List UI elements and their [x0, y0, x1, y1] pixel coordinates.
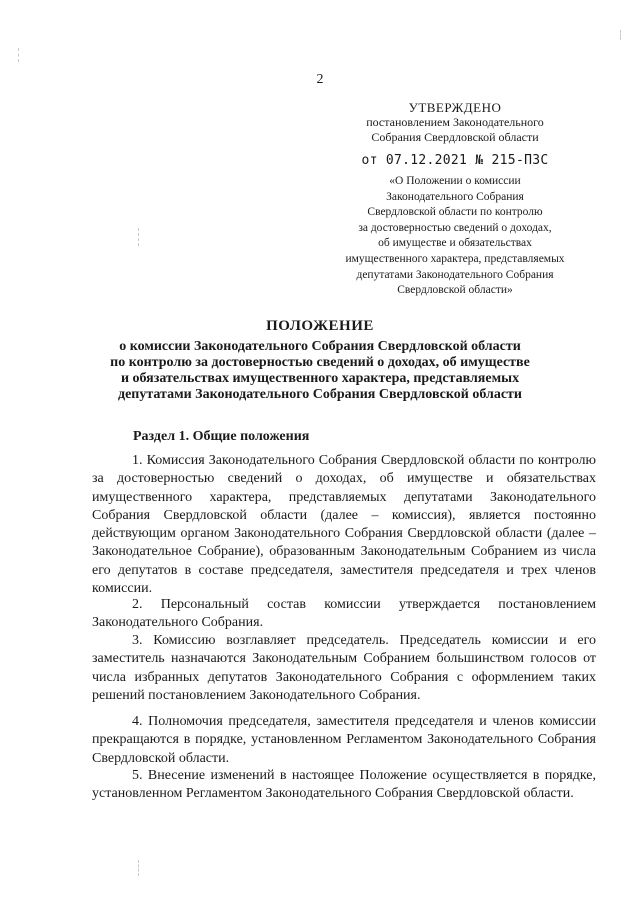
subtitle-line: депутатами Законодательного Собрания Свердловской области [117, 387, 522, 402]
margin-mark [18, 48, 20, 62]
margin-mark [138, 228, 140, 246]
approval-line: постановлением Законодательного [366, 115, 544, 129]
subtitle-line: и обязательствах имущественного характера, представляемых [120, 371, 520, 386]
reference-line: Свердловской области» [397, 284, 513, 297]
paragraph-2: 2. Персональный состав комиссии утверждается постановлением Законодательного Собрания. [92, 597, 596, 631]
paragraph-4: 4. Полномочия председателя, заместителя председателя и членов комиссии прекращаются в порядке, установленном Регламентом Законодательного Собрания Свердловской области. [92, 714, 596, 766]
approval-date: от 07.12.2021 № 215-ПЗС [361, 153, 549, 168]
reference-line: «О Положении о комиссии [389, 175, 521, 187]
section-heading: Раздел 1. Общие положения [133, 429, 310, 444]
reference-line: имущественного характера, представляемых [345, 252, 565, 265]
reference-line: об имуществе и обязательствах [378, 237, 532, 250]
subtitle-line: по контролю за достоверностью сведений о доходах, об имуществе [110, 355, 530, 370]
margin-mark [138, 860, 140, 876]
reference-line: депутатами Законодательного Собрания [356, 268, 554, 281]
approval-reference [320, 174, 590, 299]
approval-heading: УТВЕРЖДЕНО [408, 100, 502, 115]
paragraph-1: 1. Комиссия Законодательного Собрания Свердловской области по контролю за достоверностью сведений о доходах, об имуществе и обязательствах имущественного характера, представляемых депутатами Законодательного Собрания Свердловской области (далее – комиссия), является постоянно действующим органом Законодательного Собрания Свердловской области (далее – Законодательное Собрание), образованным Законодательным Собранием из числа его депутатов в составе председателя, заместителя председателя и трех членов комиссии. [92, 453, 596, 597]
reference-line: Свердловской области по контролю [367, 206, 543, 219]
document-subtitle [0, 339, 640, 403]
document-title: ПОЛОЖЕНИЕ [266, 318, 374, 334]
approval-line: Собрания Свердловской области [371, 130, 539, 144]
paragraph-5: 5. Внесение изменений в настоящее Положение осуществляется в порядке, установленном Регламентом Законодательного Собрания Свердловской области. [92, 768, 596, 802]
reference-line: Законодательного Собрания [386, 190, 524, 203]
approval-block [320, 100, 590, 299]
paragraph-3: 3. Комиссию возглавляет председатель. Председатель комиссии и его заместитель назначаются Законодательным Собранием большинством голосов от числа избранных депутатов Законодательного Собрания с оформлением таких решений постановлением Законодательного Собрания. [92, 633, 596, 703]
reference-line: за достоверностью сведений о доходах, [358, 221, 552, 234]
subtitle-line: о комиссии Законодательного Собрания Свердловской области [119, 339, 521, 354]
page-number: 2 [316, 72, 324, 87]
margin-mark [620, 30, 622, 40]
